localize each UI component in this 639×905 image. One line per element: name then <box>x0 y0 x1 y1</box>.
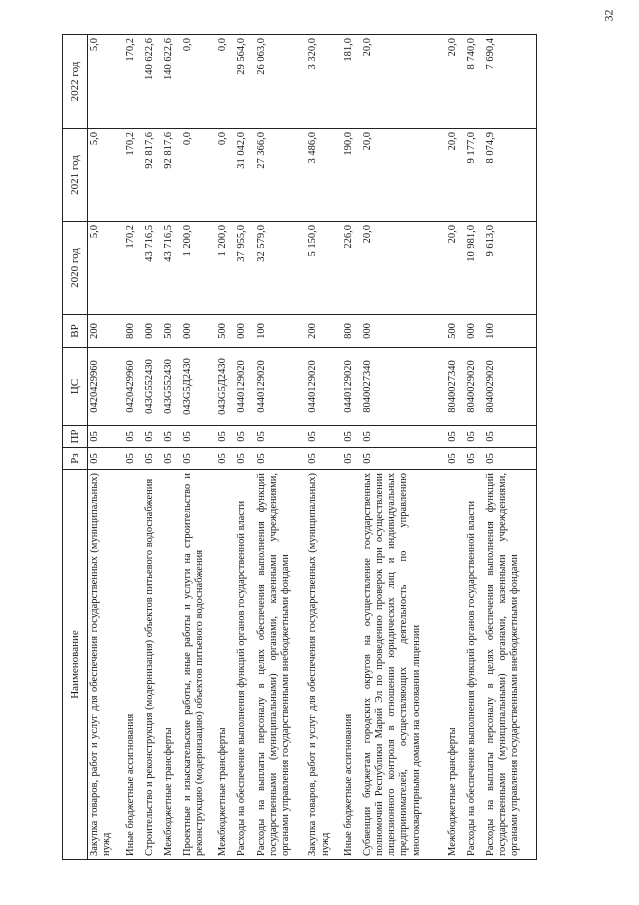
cell-2021: 31 042,0 <box>235 129 254 222</box>
cell-name: Закупка товаров, работ и услуг для обеспечения государственных (муниципальных) нужд <box>306 470 341 860</box>
cell-rz: 05 <box>342 448 361 470</box>
table-row <box>181 35 216 860</box>
cell-2022: 3 320,0 <box>306 35 341 129</box>
cell-2020: 1 200,0 <box>216 222 235 315</box>
cell-name: Межбюджетные трансферты <box>446 470 465 860</box>
cell-2020: 226,0 <box>342 222 361 315</box>
table-header-row <box>63 35 88 860</box>
cell-vr: 100 <box>484 315 537 348</box>
cell-vr: 100 <box>255 315 307 348</box>
cell-2020: 9 613,0 <box>484 222 537 315</box>
cell-name: Проектные и изыскательские работы, иные работы и услуги на строительство и реконструкцию (модернизацию) объектов питьевого водоснабжения <box>181 470 216 860</box>
cell-pr: 05 <box>216 426 235 448</box>
header-2021: 2021 год <box>63 129 88 222</box>
cell-rz: 05 <box>361 448 446 470</box>
budget-table <box>62 34 537 860</box>
cell-2021: 92 817,6 <box>143 129 162 222</box>
cell-rz: 05 <box>88 448 124 470</box>
header-cs: ЦС <box>63 348 88 426</box>
table-row <box>235 35 254 860</box>
cell-2022: 0,0 <box>216 35 235 129</box>
cell-2022: 140 622,6 <box>162 35 181 129</box>
cell-cs: 043G5Д2430 <box>216 348 235 426</box>
cell-rz: 05 <box>235 448 254 470</box>
cell-rz: 05 <box>124 448 143 470</box>
cell-2021: 27 366,0 <box>255 129 307 222</box>
cell-rz: 05 <box>484 448 537 470</box>
cell-cs: 8040029020 <box>484 348 537 426</box>
cell-vr: 000 <box>361 315 446 348</box>
cell-2022: 20,0 <box>446 35 465 129</box>
cell-name: Расходы на выплаты персоналу в целях обеспечения выполнения функций государственными (муниципальными) органами, казенными учреждениями, органами управления государственными внебюджетными фондами <box>255 470 307 860</box>
cell-2020: 1 200,0 <box>181 222 216 315</box>
header-name: Наименование <box>63 470 88 860</box>
cell-2021: 20,0 <box>361 129 446 222</box>
cell-2020: 10 981,0 <box>465 222 484 315</box>
header-2022: 2022 год <box>63 35 88 129</box>
table-row <box>162 35 181 860</box>
cell-name: Иные бюджетные ассигнования <box>124 470 143 860</box>
cell-cs: 8040029020 <box>465 348 484 426</box>
cell-2020: 20,0 <box>446 222 465 315</box>
table-row <box>465 35 484 860</box>
cell-name: Субвенции бюджетам городских округов на осуществление государственных полномочий Республики Марий Эл по проведению проверок при осуществлении лицензионного контроля в отношении юридических лиц и индивидуальных предпринимателей, осуществляющих деятельность по управлению многоквартирными домами на основании лицензии <box>361 470 446 860</box>
cell-2021: 170,2 <box>124 129 143 222</box>
cell-cs: 043G552430 <box>143 348 162 426</box>
cell-name: Межбюджетные трансферты <box>162 470 181 860</box>
cell-name: Строительство и реконструкция (модернизация) объектов питьевого водоснабжения <box>143 470 162 860</box>
table-body <box>88 35 537 860</box>
cell-name: Расходы на обеспечение выполнения функций органов государственной власти <box>465 470 484 860</box>
cell-cs: 043G5Д2430 <box>181 348 216 426</box>
rotated-table-container <box>62 35 537 860</box>
cell-2022: 5,0 <box>88 35 124 129</box>
cell-name: Иные бюджетные ассигнования <box>342 470 361 860</box>
cell-rz: 05 <box>143 448 162 470</box>
cell-pr: 05 <box>181 426 216 448</box>
cell-name: Расходы на обеспечение выполнения функций органов государственной власти <box>235 470 254 860</box>
cell-pr: 05 <box>342 426 361 448</box>
cell-pr: 05 <box>162 426 181 448</box>
cell-2021: 3 486,0 <box>306 129 341 222</box>
cell-cs: 0440129020 <box>235 348 254 426</box>
cell-2021: 20,0 <box>446 129 465 222</box>
cell-pr: 05 <box>235 426 254 448</box>
cell-pr: 05 <box>88 426 124 448</box>
cell-2020: 43 716,5 <box>143 222 162 315</box>
cell-rz: 05 <box>446 448 465 470</box>
cell-2021: 0,0 <box>181 129 216 222</box>
cell-rz: 05 <box>181 448 216 470</box>
table-row <box>342 35 361 860</box>
cell-cs: 8040027340 <box>361 348 446 426</box>
header-rz: Рз <box>63 448 88 470</box>
cell-pr: 05 <box>306 426 341 448</box>
cell-2022: 29 564,0 <box>235 35 254 129</box>
table-row <box>306 35 341 860</box>
table-row <box>484 35 537 860</box>
cell-2021: 8 074,9 <box>484 129 537 222</box>
cell-2022: 8 740,0 <box>465 35 484 129</box>
cell-2022: 0,0 <box>181 35 216 129</box>
cell-2021: 5,0 <box>88 129 124 222</box>
cell-pr: 05 <box>143 426 162 448</box>
cell-cs: 0420429960 <box>124 348 143 426</box>
cell-pr: 05 <box>446 426 465 448</box>
table-row <box>124 35 143 860</box>
table-row <box>216 35 235 860</box>
cell-vr: 000 <box>235 315 254 348</box>
cell-vr: 800 <box>342 315 361 348</box>
cell-cs: 043G552430 <box>162 348 181 426</box>
cell-pr: 05 <box>484 426 537 448</box>
cell-2022: 140 622,6 <box>143 35 162 129</box>
table-row <box>88 35 124 860</box>
cell-vr: 500 <box>216 315 235 348</box>
cell-rz: 05 <box>255 448 307 470</box>
cell-vr: 000 <box>143 315 162 348</box>
page-number: 32 <box>601 9 616 22</box>
cell-2021: 190,0 <box>342 129 361 222</box>
cell-pr: 05 <box>255 426 307 448</box>
cell-pr: 05 <box>124 426 143 448</box>
table-row <box>143 35 162 860</box>
header-vr: ВР <box>63 315 88 348</box>
header-pr: ПР <box>63 426 88 448</box>
cell-pr: 05 <box>465 426 484 448</box>
cell-vr: 000 <box>465 315 484 348</box>
cell-rz: 05 <box>216 448 235 470</box>
cell-vr: 500 <box>162 315 181 348</box>
cell-2020: 5 150,0 <box>306 222 341 315</box>
table-row <box>446 35 465 860</box>
cell-2022: 170,2 <box>124 35 143 129</box>
cell-cs: 0440129020 <box>342 348 361 426</box>
cell-2020: 170,2 <box>124 222 143 315</box>
cell-2022: 181,0 <box>342 35 361 129</box>
cell-pr: 05 <box>361 426 446 448</box>
cell-name: Межбюджетные трансферты <box>216 470 235 860</box>
cell-cs: 0420429960 <box>88 348 124 426</box>
cell-vr: 800 <box>124 315 143 348</box>
cell-rz: 05 <box>465 448 484 470</box>
cell-vr: 200 <box>306 315 341 348</box>
cell-vr: 000 <box>181 315 216 348</box>
cell-name: Закупка товаров, работ и услуг для обеспечения государственных (муниципальных) нужд <box>88 470 124 860</box>
cell-2020: 32 579,0 <box>255 222 307 315</box>
header-2020: 2020 год <box>63 222 88 315</box>
cell-2021: 9 177,0 <box>465 129 484 222</box>
cell-2022: 26 063,0 <box>255 35 307 129</box>
cell-2020: 5,0 <box>88 222 124 315</box>
cell-2020: 43 716,5 <box>162 222 181 315</box>
cell-cs: 8040027340 <box>446 348 465 426</box>
cell-rz: 05 <box>162 448 181 470</box>
cell-2021: 0,0 <box>216 129 235 222</box>
cell-2022: 20,0 <box>361 35 446 129</box>
cell-cs: 0440129020 <box>255 348 307 426</box>
cell-2020: 20,0 <box>361 222 446 315</box>
cell-name: Расходы на выплаты персоналу в целях обеспечения выполнения функций государственными (муниципальными) органами, казенными учреждениями, органами управления государственными внебюджетными фондами <box>484 470 537 860</box>
cell-2020: 37 955,0 <box>235 222 254 315</box>
cell-2022: 7 690,4 <box>484 35 537 129</box>
cell-2021: 92 817,6 <box>162 129 181 222</box>
table-row <box>255 35 307 860</box>
cell-vr: 200 <box>88 315 124 348</box>
cell-cs: 0440129020 <box>306 348 341 426</box>
cell-rz: 05 <box>306 448 341 470</box>
cell-vr: 500 <box>446 315 465 348</box>
table-row <box>361 35 446 860</box>
